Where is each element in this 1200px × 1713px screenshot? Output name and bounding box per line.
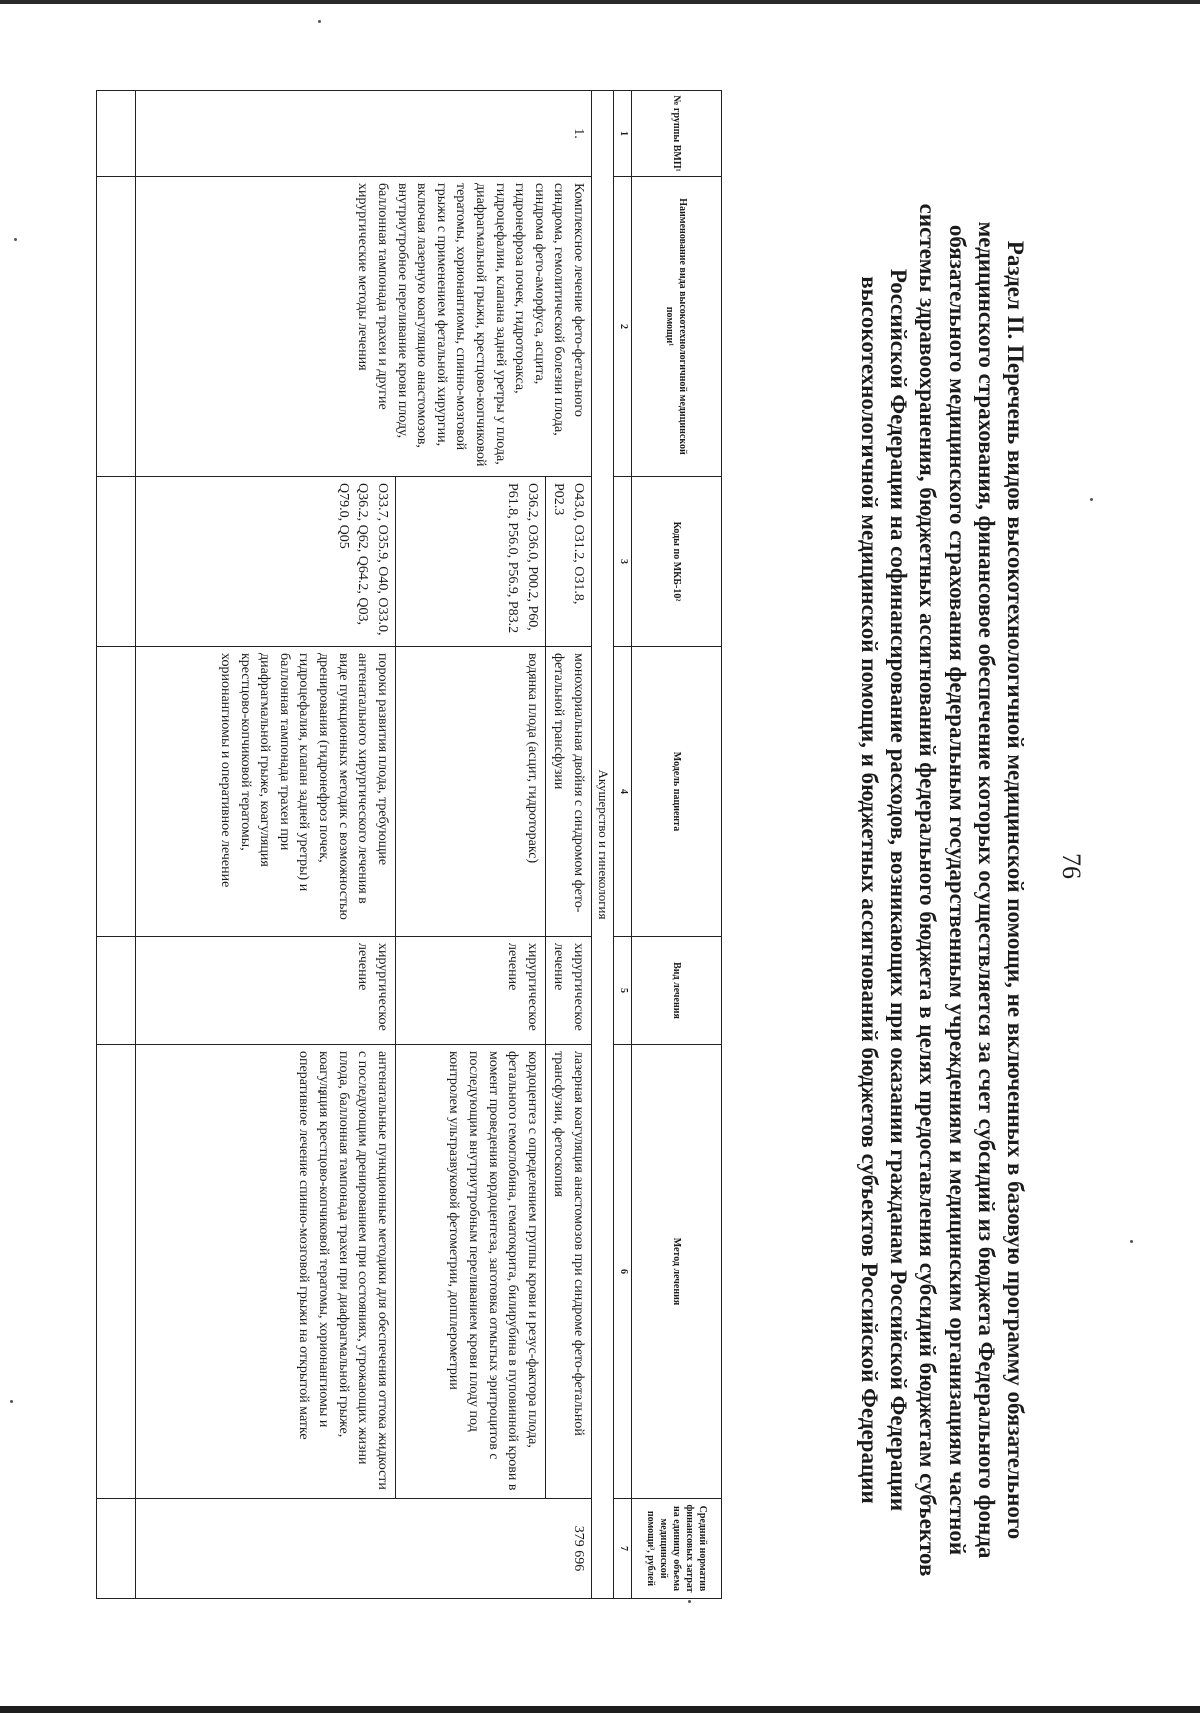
treatment-type: хирургическое лечение [545, 937, 591, 1045]
table-row-empty [97, 91, 136, 1599]
column-number: 1 [614, 91, 632, 177]
section-label: Акушерство и гинекология [592, 91, 614, 1599]
column-number: 6 [614, 1045, 632, 1499]
header-group: № группы ВМП¹ [632, 91, 722, 177]
column-number: 4 [614, 647, 632, 937]
header-cost-unit: рублей [645, 1555, 656, 1587]
header-row [632, 91, 722, 1599]
header-cost-text: Средний норматив финансовых затрат на единицу объема медицинской помощи³, [645, 1504, 708, 1593]
vmp-table [96, 90, 722, 1599]
treatment-method: лазерная коагуляция анастомозов при синдроме фето-фетальной трансфузии, фетоскопия [545, 1045, 591, 1499]
header-codes: Коды по МКБ-10² [632, 477, 722, 647]
cost-value: 379 696 [135, 1499, 591, 1599]
section-row [592, 91, 614, 1599]
treatment-type: хирургическое лечение [395, 937, 545, 1045]
column-number: 2 [614, 177, 632, 477]
empty-cell [97, 1045, 136, 1499]
header-cost [632, 1499, 722, 1599]
header-model: Модель пациента [632, 647, 722, 937]
empty-cell [97, 91, 136, 177]
patient-model: пороки развития плода, требующие антенатального хирургического лечения в виде пункционных методик с возможностью дренирования (гидронефроз почек, гидроцефалия, клапан задней уретры) и баллонная тампонада трахеи при диафрагмальной грыже, коагуляция крестцово-копчиковой тератомы, хорионангиомы и оперативное лечение [135, 647, 395, 937]
section-title: Раздел II. Перечень видов высокотехнологичной медицинской помощи, не включенных в базовую программу обязательного медицинского страхования, финансовое обеспечение которых осуществляется за счет субсидий из бюджета Федерального фонда обязательного медицинского страхования федеральным государственным учреждениям и медицинским организациям частной системы здравоохранения, бюджетных ассигнований федерального бюджета в целях предоставления субсидий бюджетам субъектов Российской Федерации на софинансирование расходов, возникающих при оказании гражданам Российской Федерации высокотехнологичной медицинской помощи, и бюджетных ассигнований бюджетов субъектов Российской Федерации [856, 203, 1028, 1577]
icd-codes: O36.2, O36.0, P00.2, P60, P61.8, P56.0, P56.9, P83.2 [395, 477, 545, 647]
vmp-name: Комплексное лечение фето-фетального синдрома, гемолитической болезни плода, синдрома фето-аморфуса, асцита, гидронефроза почек, гидроторакса, гидроцефалии, клапана задней уретры у плода, диафрагмальной грыжи, крестцово-копчиковой тератомы, хорионангиомы, спинно-мозговой грыжи с применением фетальной хирургии, включая лазерную коагуляцию анастомозов, внутриутробное переливание крови плоду, баллонная тампонада трахеи и другие хирургические методы лечения [135, 177, 591, 477]
page-number: 76 [1057, 853, 1086, 879]
treatment-type: хирургическое лечение [135, 937, 395, 1045]
icd-codes: O33.7, O35.9, O40, O33.0, Q36.2, Q62, Q64.2, Q03, Q79.0, Q05 [135, 477, 395, 647]
icd-codes: O43.0, O31.2, O31.8, P02.3 [545, 477, 591, 647]
treatment-method: антенатальные пункционные методики для обеспечения оттока жидкости с последующим дренированием при состояниях, угрожающих жизни плода, баллонная тампонада трахеи при диафрагмальной грыже, коагуляция крестцово-копчиковой тератомы, хорионангиомы и оперативное лечение спинно-мозговой грыжи на открытой матке [135, 1045, 395, 1499]
column-number: 5 [614, 937, 632, 1045]
column-number: 7 [614, 1499, 632, 1599]
header-treatment: Вид лечения [632, 937, 722, 1045]
empty-cell [97, 647, 136, 937]
patient-model: водянка плода (асцит, гидроторакс) [395, 647, 545, 937]
empty-cell [97, 177, 136, 477]
empty-cell [97, 477, 136, 647]
empty-cell [97, 1499, 136, 1599]
patient-model: монохориальная двойня с синдромом фето-фетальной трансфузии [545, 647, 591, 937]
header-name: Наименование вида высокотехнологичной медицинской помощи¹ [632, 177, 722, 477]
table-row [545, 91, 591, 1599]
vmp-table-wrapper [96, 90, 722, 1598]
column-numbers-row [614, 91, 632, 1599]
header-method: Метод лечения [632, 1045, 722, 1499]
column-number: 3 [614, 477, 632, 647]
group-number: 1. [135, 91, 591, 177]
empty-cell [97, 937, 136, 1045]
treatment-method: кордоцентез с определением группы крови и резус-фактора плода, фетального гемоглобина, гематокрита, билирубина в пуповинной крови в момент проведения кордоцентеза, заготовка отмытых эритроцитов с последующим внутриутробным переливанием крови плоду под контролем ультразвуковой фетометрии, допплерометрии [395, 1045, 545, 1499]
